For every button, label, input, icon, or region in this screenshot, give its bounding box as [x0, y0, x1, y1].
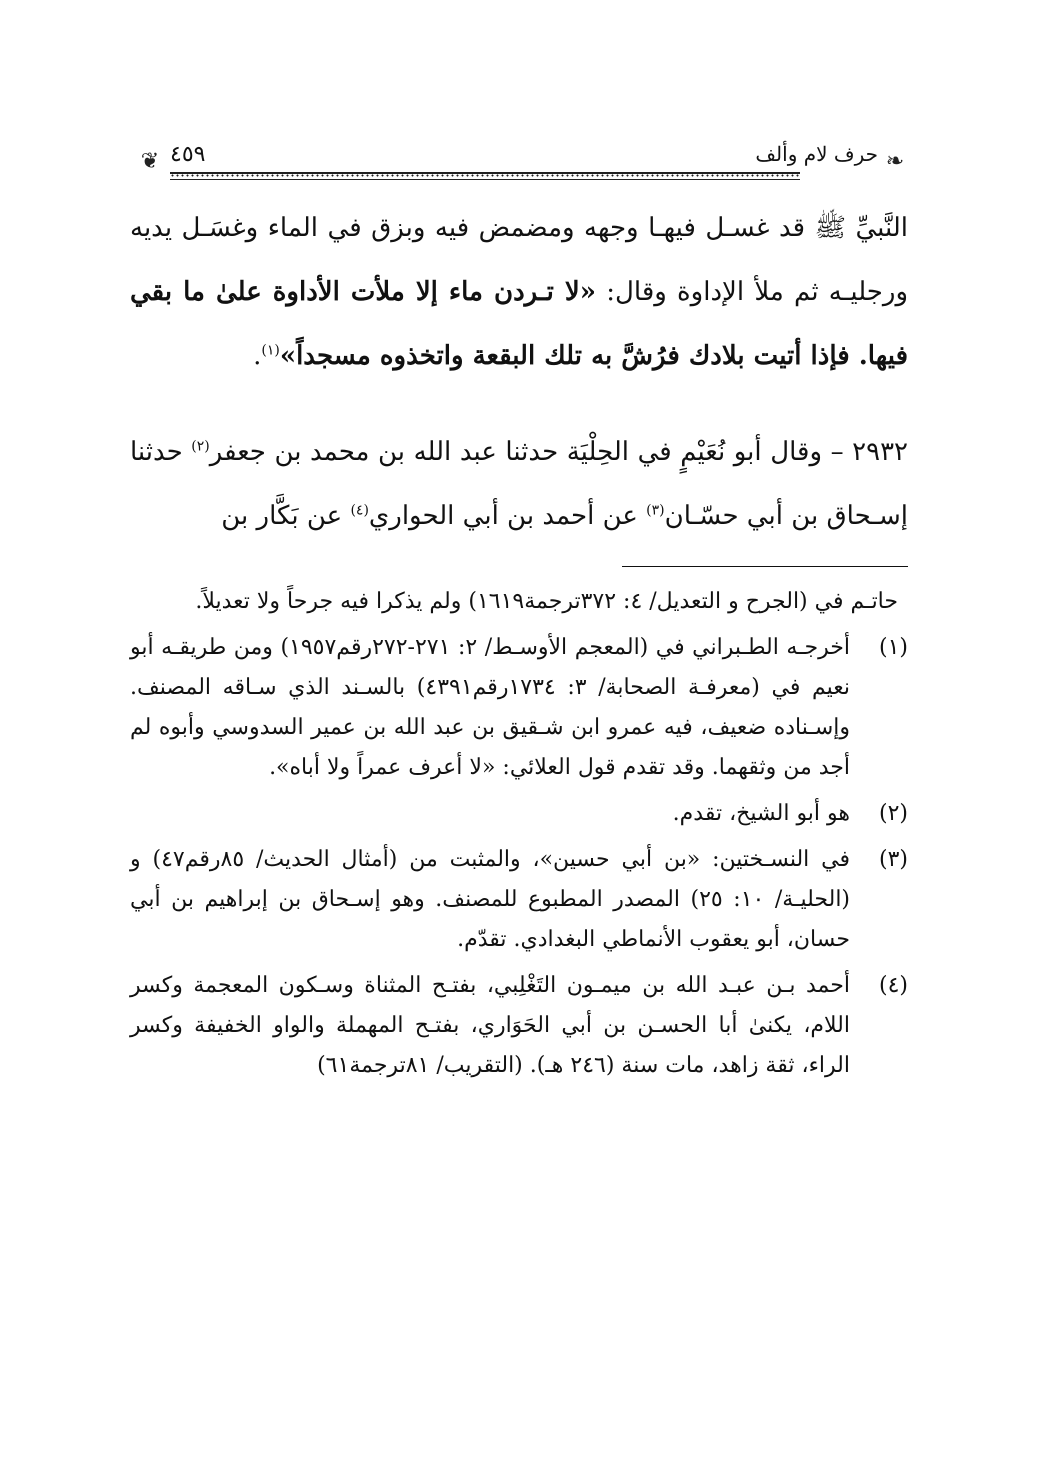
header-ornament-left-icon: ❦ [140, 148, 160, 174]
footnote-number: (٢) [878, 801, 908, 826]
footnote-4 [130, 966, 908, 1086]
footnote-separator [622, 566, 908, 567]
footnote-text: أحمد بـن عبـد الله بن ميمـون التَغْلِبي، بفتـح المثناة وسـكون المعجمة وكسر اللام، يكنىٰ أبا الحسـن بن أبي الحَوَاري، بفتـح المهملة والواو الخفيفة وكسر الراء، ثقة زاهد، مات سنة (٢٤٦ هـ). (التقريب/ ٨١ترجمة٦١) [130, 973, 850, 1078]
footnote-marker-2[interactable]: (٢) [191, 438, 210, 455]
hadith-number: ٢٩٣٢ [852, 437, 908, 467]
page-number: ٤٥٩ [170, 142, 206, 167]
footnote-3 [130, 840, 908, 960]
paragraph-text: النَّبيِّ ﷺ قد غسـل فيهـا وجهه ومضمض فيه وبزق في الماء وغسَـل يديه ورجليـه ثم ملأ الإداوة وقال: [130, 213, 908, 307]
footnote-number: (٤) [878, 973, 908, 998]
main-paragraph [130, 196, 908, 388]
footnote-number: (٣) [878, 847, 908, 872]
footnotes [130, 582, 908, 1092]
footnote-2 [130, 794, 908, 834]
footnote-continued: حاتـم في (الجرح و التعديل/ ٤: ٣٧٢ترجمة١٦١٩) ولم يذكرا فيه جرحاً ولا تعديلاً. [195, 589, 898, 614]
header-ornament-right-icon: ❧ [885, 148, 905, 174]
running-title: حرف لام وألف [755, 142, 878, 166]
header-dotted-rule [170, 174, 800, 177]
paragraph-end: . [253, 341, 262, 371]
footnote-marker-3[interactable]: (٣) [646, 502, 665, 519]
footnote-text: أخرجـه الطـبراني في (المعجم الأوسـط/ ٢: ٢٧١-٢٧٢رقم١٩٥٧) ومن طريقـه أبو نعيم في (معرفـة الصحابة/ ٣: ١٧٣٤رقم٤٣٩١) بالسـند الذي سـاقه المصنف. وإسـناده ضعيف، فيه عمرو ابن شـقيق بن عبد الله بن عمير السدوسي وأبوه لم أجد من وثقهما. وقد تقدم قول العلائي: «لا أعرف عمراً ولا أباه». [130, 635, 851, 780]
hadith-paragraph [130, 420, 908, 548]
hadith-text-b: حدثنا إسـحاق بن أبي حسّـان [130, 437, 908, 531]
footnote-marker-4[interactable]: (٤) [350, 502, 369, 519]
footnote-text: هو أبو الشيخ، تقدم. [672, 801, 850, 826]
hadith-text-d: عن بَكَّار بن [221, 501, 351, 531]
footnote-text: في النسـختين: «بن أبي حسين»، والمثبت من (أمثال الحديث/ ٨٥رقم٤٧) و (الحليـة/ ١٠: ٢٥) المصدر المطبوع للمصنف. وهو إسـحاق بن إبراهيم بن أبي حسان، أبو يعقوب الأنماطي البغدادي. تقدّم. [130, 847, 851, 952]
hadith-text-a: – وقال أبو نُعَيْمٍ في الحِلْيَة حدثنا عبد الله بن محمد بن جعفر [209, 437, 853, 467]
prophetic-quote: «لا تـردن ماء إلا ملأت الأداوة علىٰ ما بقي فيها. فإذا أتيت بلادك فرُشَّ به تلك البقعة واتخذوه مسجداً» [130, 277, 908, 371]
running-header [130, 138, 910, 186]
footnote-1 [130, 628, 908, 788]
hadith-text-c: عن أحمد بن أبي الحواري [368, 501, 647, 531]
footnote-marker-1[interactable]: (١) [261, 342, 280, 359]
footnote-number: (١) [878, 635, 908, 660]
